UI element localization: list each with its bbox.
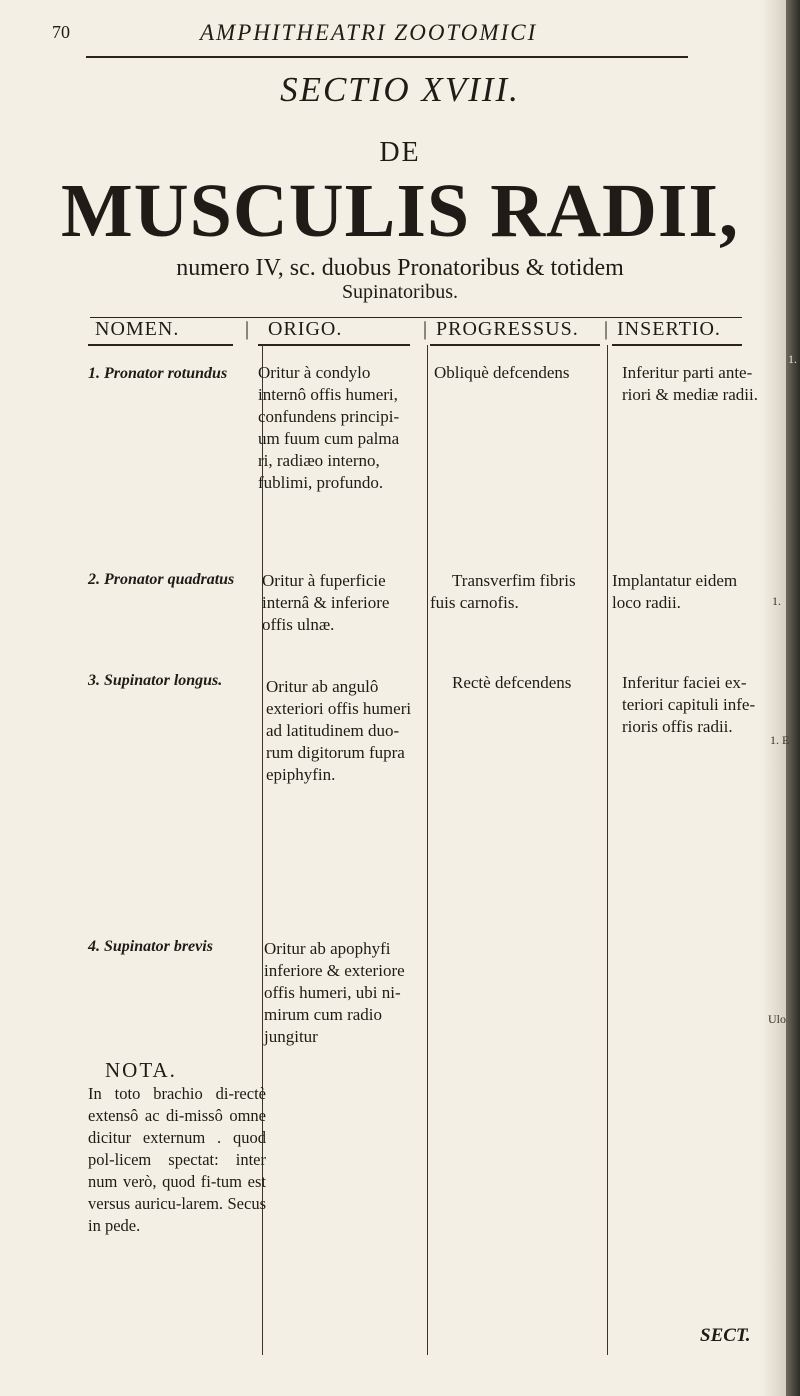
progressus-cell: Rectè defcendens	[452, 673, 572, 692]
progressus-cell: Transverfim fibris fuis carnofis.	[430, 571, 576, 612]
section-de: DE	[379, 137, 421, 168]
main-title: MUSCULIS RADII,	[61, 169, 739, 253]
insertio-cell: Inferitur parti ante- riori & mediæ radii.	[622, 363, 758, 404]
column-header-origo: ORIGO.	[268, 318, 343, 340]
muscle-name: 3. Supinator longus.	[88, 672, 223, 689]
margin-number: 1.	[788, 352, 797, 366]
margin-number: 1.	[772, 594, 781, 608]
origo-cell: Oritur à fuperficie internâ & inferiore offis ulnæ.	[262, 571, 390, 634]
muscle-name: 2. Pronator quadratus	[88, 571, 235, 588]
origo-cell: Oritur à condylo internô offis humeri, confundens principi- um fuum cum palma ri, radiæo interno, fublimi, profundo.	[258, 363, 400, 492]
header-separator: |	[245, 318, 250, 340]
header-underline	[612, 344, 742, 346]
column-header-progressus: PROGRESSUS.	[436, 318, 579, 340]
running-head: AMPHITHEATRI ZOOTOMICI	[200, 20, 538, 45]
page-number: 70	[52, 22, 70, 42]
margin-number: 1. E	[770, 733, 790, 747]
muscle-name: 1. Pronator rotundus	[88, 365, 228, 382]
origo-cell: Oritur ab apophyfi inferiore & exteriore offis humeri, ubi ni- mirum cum radio jungitur	[264, 939, 405, 1046]
insertio-cell: Implantatur eidem loco radii.	[612, 571, 738, 612]
nota-title: NOTA.	[105, 1058, 177, 1082]
nota-text: In toto brachio di-rectè extensô ac di-missô omne dicitur externum . quod pol-licem spectat: inter num verò, quod fi-tum est versus auricu-larem. Secus in pede.	[88, 1084, 266, 1235]
header-separator: |	[423, 318, 428, 340]
column-header-nomen: NOMEN.	[95, 318, 180, 340]
header-separator: |	[604, 318, 609, 340]
section-title: SECTIO XVIII.	[280, 70, 520, 109]
subtitle-line-2: Supinatoribus.	[341, 281, 459, 303]
insertio-cell: Inferitur faciei ex- teriori capituli infe- rioris offis radii.	[622, 673, 756, 736]
header-underline	[258, 344, 410, 346]
column-divider	[427, 345, 428, 1355]
column-header-insertio: INSERTIO.	[617, 318, 721, 340]
header-underline	[88, 344, 233, 346]
origo-cell: Oritur ab angulô exteriori offis humeri ad latitudinem duo- rum digitorum fupra epiphyfin.	[266, 677, 412, 784]
column-divider	[607, 345, 608, 1355]
catchword: SECT.	[700, 1325, 751, 1346]
header-rule	[86, 56, 688, 58]
progressus-cell: Obliquè defcendens	[434, 363, 570, 382]
header-underline	[430, 344, 600, 346]
subtitle-line-1: numero IV, sc. duobus Pronatoribus & totidem	[176, 255, 624, 281]
muscle-name: 4. Supinator brevis	[88, 938, 213, 955]
margin-number: Ulo	[768, 1012, 786, 1026]
